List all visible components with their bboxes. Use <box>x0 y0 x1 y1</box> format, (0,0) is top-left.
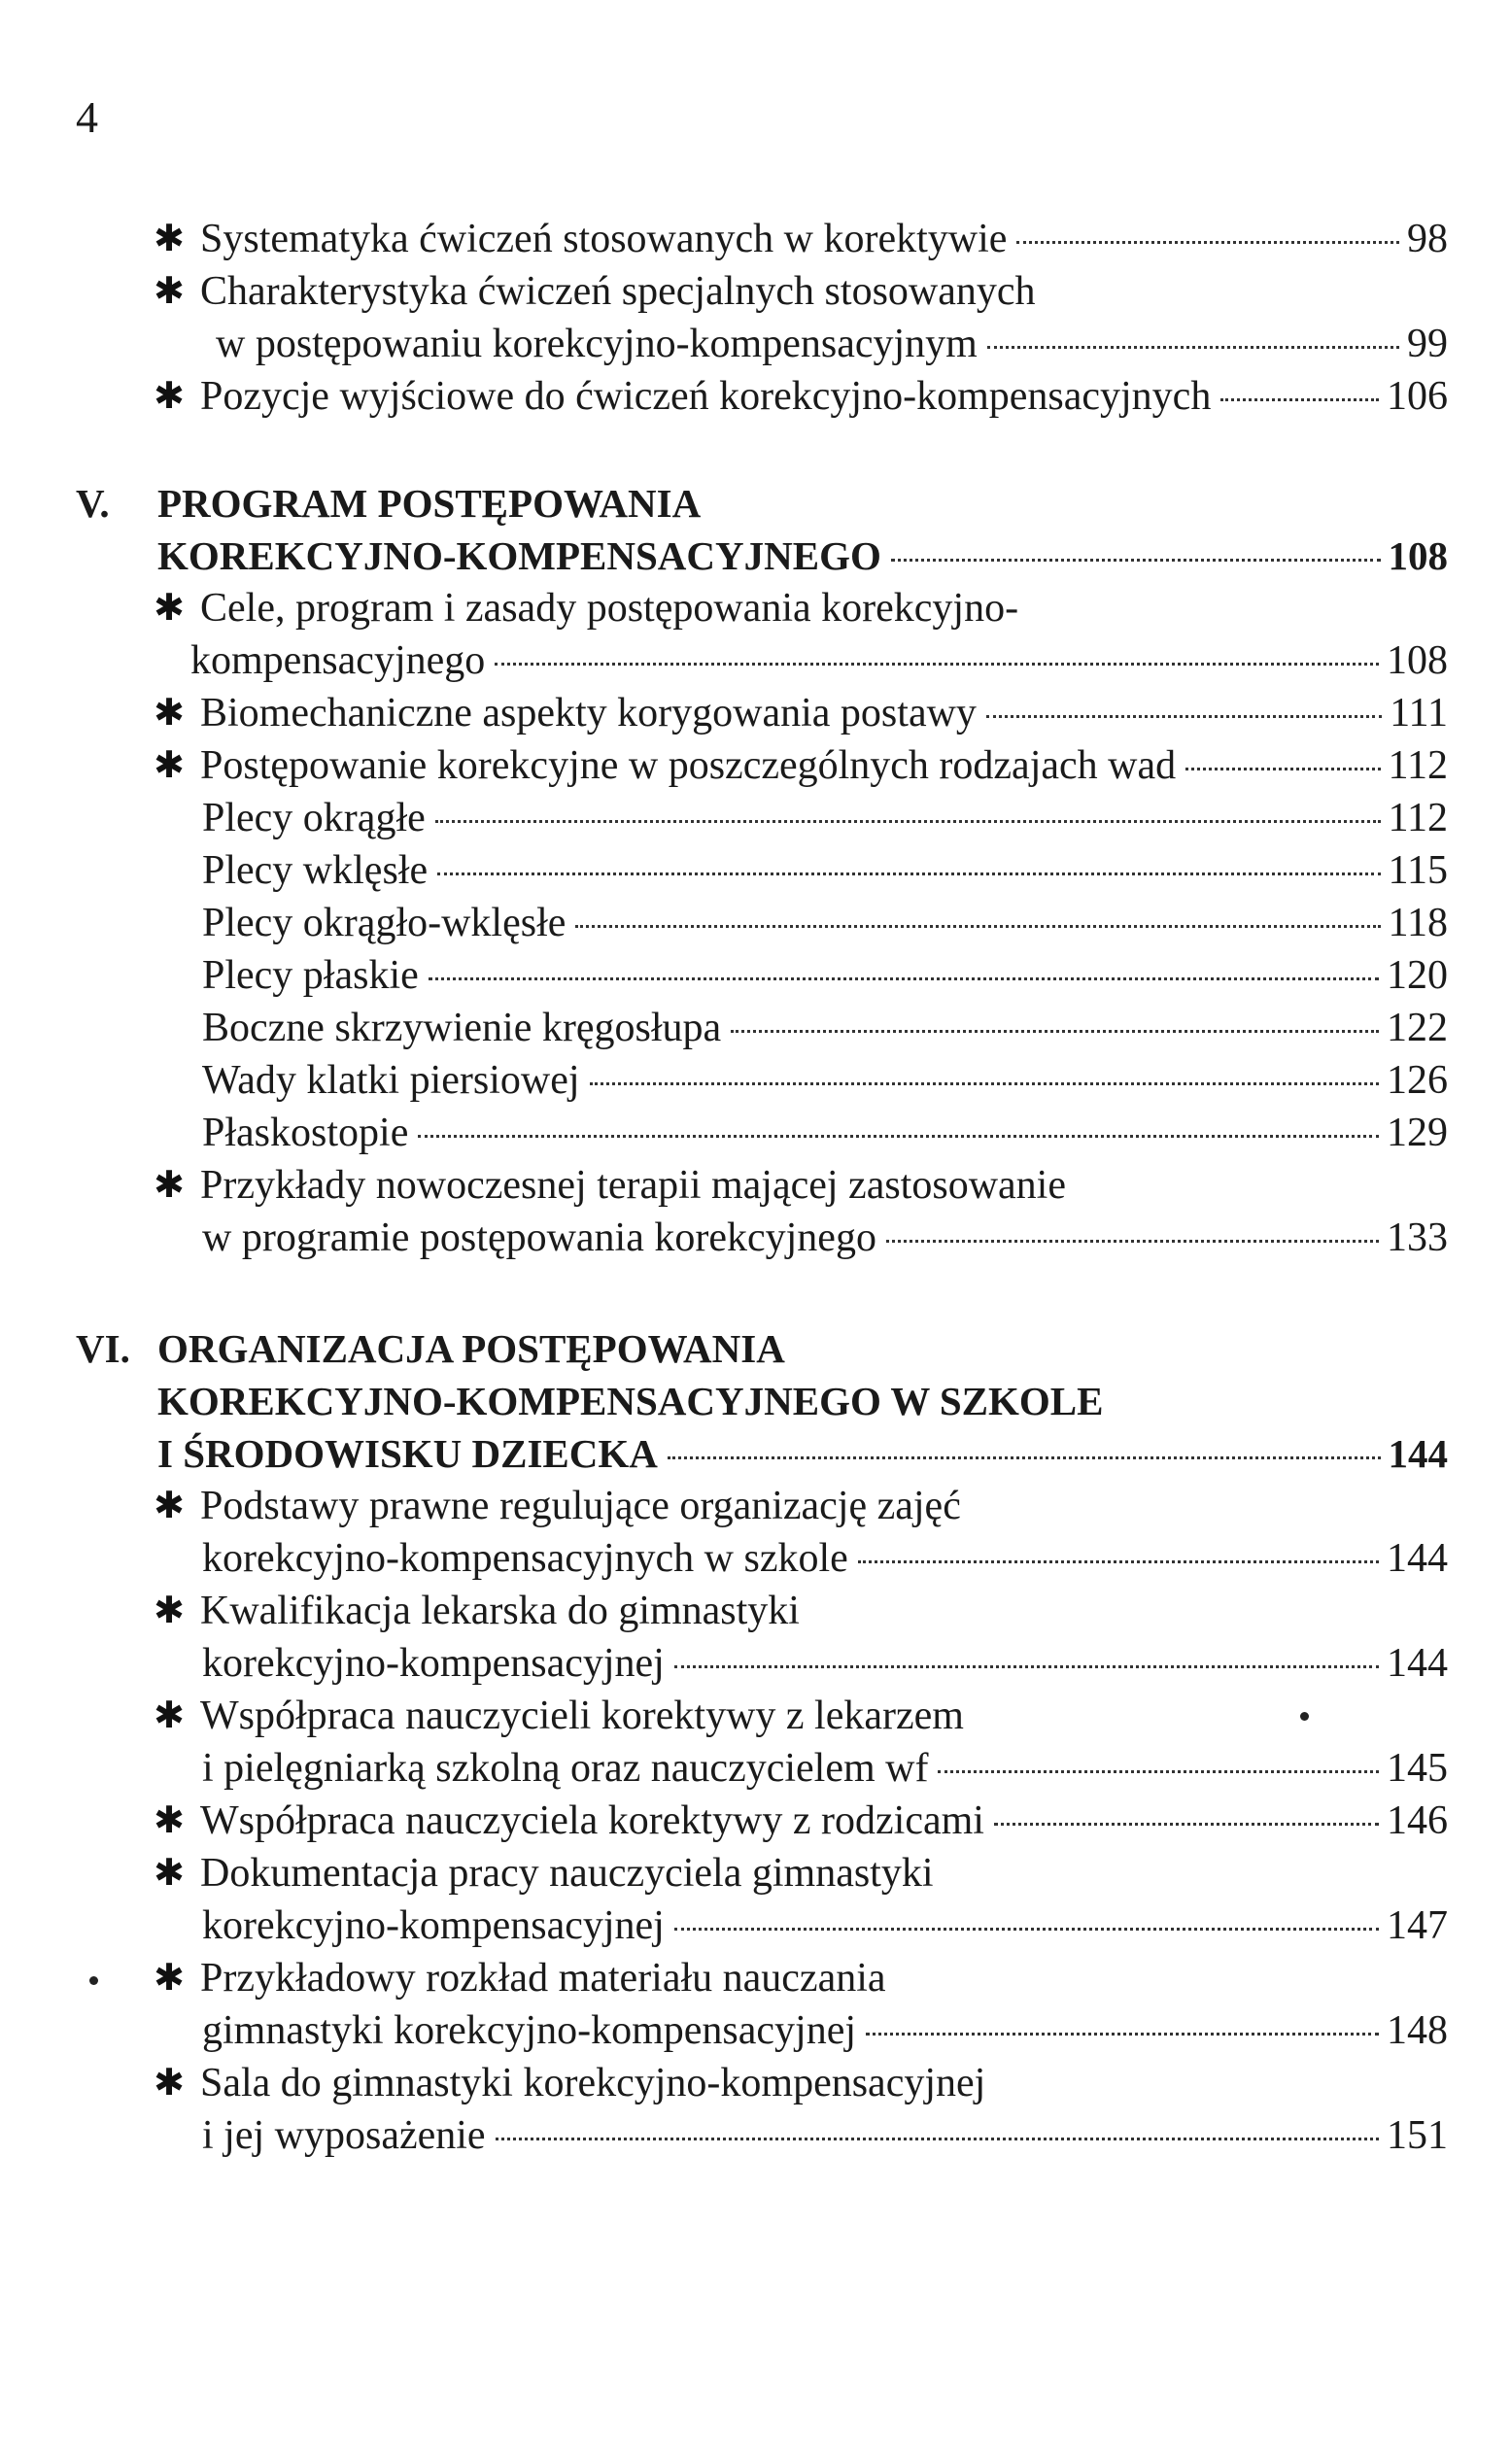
entry-title: Plecy płaskie <box>202 953 419 998</box>
toc-entry <box>202 1108 1448 1158</box>
entry-title: kompensacyjnego <box>190 638 486 683</box>
entry-title: i jej wyposażenie <box>202 2113 486 2158</box>
dot-leader <box>437 873 1380 875</box>
dot-leader <box>886 1240 1379 1243</box>
entry-title: Biomechaniczne aspekty korygowania postawy <box>200 691 977 736</box>
dot-leader <box>418 1135 1379 1138</box>
bullet-star-icon: ✱ <box>154 1165 185 1206</box>
toc-entry <box>200 1848 934 1899</box>
dot-leader <box>986 715 1382 718</box>
dot-leader <box>858 1560 1379 1563</box>
entry-title: Plecy okrągłe <box>202 796 426 840</box>
toc-entry <box>216 319 1448 369</box>
page-ref: 151 <box>1387 2113 1448 2158</box>
dot-leader <box>590 1082 1379 1085</box>
page-ref: 106 <box>1387 374 1448 419</box>
toc-entry <box>200 266 1036 317</box>
page-ref: 98 <box>1407 217 1448 261</box>
toc-entry <box>200 214 1448 264</box>
page-ref: 126 <box>1387 1058 1448 1103</box>
scan-speck <box>1300 1712 1309 1721</box>
page-ref: 111 <box>1390 691 1448 736</box>
entry-title: Sala do gimnastyki korekcyjno-kompensacyjnej <box>200 2061 986 2105</box>
entry-title: korekcyjno-kompensacyjnych w szkole <box>202 1536 848 1581</box>
toc-entry <box>202 2110 1448 2161</box>
entry-title: Boczne skrzywienie kręgosłupa <box>202 1006 722 1050</box>
bullet-star-icon: ✱ <box>154 1695 185 1736</box>
dot-leader <box>674 1928 1379 1931</box>
dot-leader <box>674 1665 1379 1668</box>
toc-entry <box>202 1213 1448 1263</box>
chapter-heading-line <box>157 1428 1448 1479</box>
page-ref: 147 <box>1387 1903 1448 1948</box>
dot-leader <box>938 1770 1379 1773</box>
chapter-number: VI. <box>76 1326 130 1371</box>
toc-entry <box>200 2058 985 2108</box>
entry-title: Kwalifikacja lekarska do gimnastyki <box>200 1589 800 1633</box>
dot-leader <box>1220 398 1379 401</box>
entry-title: w postępowaniu korekcyjno-kompensacyjnym <box>216 322 978 366</box>
chapter-number: V. <box>76 481 110 526</box>
chapter-title: I ŚRODOWISKU DZIECKA <box>157 1431 658 1476</box>
toc-entry <box>200 1586 800 1636</box>
page-ref: 144 <box>1388 1431 1448 1476</box>
page-ref: 144 <box>1387 1536 1448 1581</box>
page-ref: 115 <box>1388 848 1448 893</box>
toc-entry <box>200 371 1448 422</box>
entry-title: Płaskostopie <box>202 1111 409 1155</box>
chapter-title: KOREKCYJNO-KOMPENSACYJNEGO <box>157 533 881 578</box>
page-ref: 112 <box>1388 796 1448 840</box>
toc-entry <box>202 1900 1448 1951</box>
toc-entry <box>200 583 1018 633</box>
entry-title: i pielęgniarką szkolną oraz nauczycielem wf <box>202 1746 929 1791</box>
dot-leader <box>575 925 1380 928</box>
entry-title: Cele, program i zasady postępowania korekcyjno- <box>200 586 1019 631</box>
bullet-star-icon: ✱ <box>154 693 185 734</box>
chapter-heading-line <box>157 530 1448 581</box>
toc-entry <box>202 950 1448 1001</box>
toc-entry <box>200 688 1448 738</box>
bullet-star-icon: ✱ <box>154 588 185 629</box>
toc-entry <box>200 1481 961 1531</box>
page-ref: 145 <box>1387 1746 1448 1791</box>
page-ref: 148 <box>1387 2008 1448 2053</box>
dot-leader <box>987 346 1399 349</box>
dot-leader <box>866 2033 1379 2036</box>
entry-title: Wady klatki piersiowej <box>202 1058 580 1103</box>
bullet-star-icon: ✱ <box>154 271 185 312</box>
page-number: 4 <box>76 92 98 142</box>
dot-leader <box>435 820 1381 823</box>
entry-title: gimnastyki korekcyjno-kompensacyjnej <box>202 2008 857 2053</box>
page-ref: 118 <box>1388 901 1448 945</box>
toc-entry <box>200 1691 964 1741</box>
dot-leader <box>495 663 1379 666</box>
toc-entry <box>202 1533 1448 1584</box>
chapter-title: PROGRAM POSTĘPOWANIA <box>157 481 702 526</box>
entry-title: Współpraca nauczycieli korektywy z lekarzem <box>200 1694 964 1738</box>
dot-leader <box>1185 768 1380 770</box>
chapter-title: ORGANIZACJA POSTĘPOWANIA <box>157 1326 785 1371</box>
toc-entry <box>200 1953 886 2003</box>
chapter-title: KOREKCYJNO-KOMPENSACYJNEGO W SZKOLE <box>157 1379 1104 1423</box>
bullet-star-icon: ✱ <box>154 745 185 786</box>
dot-leader <box>731 1030 1379 1033</box>
bullet-star-icon: ✱ <box>154 2063 185 2104</box>
page-ref: 108 <box>1388 533 1448 578</box>
toc-entry <box>200 1796 1448 1846</box>
page-ref: 122 <box>1387 1006 1448 1050</box>
chapter-heading-line <box>157 1323 785 1374</box>
bullet-star-icon: ✱ <box>154 376 185 417</box>
bullet-star-icon: ✱ <box>154 1853 185 1894</box>
entry-title: Systematyka ćwiczeń stosowanych w korektywie <box>200 217 1008 261</box>
page-ref: 144 <box>1387 1641 1448 1686</box>
entry-title: Postępowanie korekcyjne w poszczególnych rodzajach wad <box>200 743 1177 788</box>
page-ref: 112 <box>1388 743 1448 788</box>
page-ref: 129 <box>1387 1111 1448 1155</box>
chapter-heading-line <box>157 1376 1104 1426</box>
dot-leader <box>429 977 1379 980</box>
bullet-star-icon: ✱ <box>154 1800 185 1841</box>
entry-title: w programie postępowania korekcyjnego <box>202 1215 876 1260</box>
dot-leader <box>1016 241 1399 244</box>
scan-speck <box>89 1976 98 1985</box>
page-ref: 133 <box>1387 1215 1448 1260</box>
entry-title: korekcyjno-kompensacyjnej <box>202 1641 665 1686</box>
bullet-star-icon: ✱ <box>154 1486 185 1526</box>
dot-leader <box>496 2138 1379 2140</box>
toc-entry <box>202 845 1448 896</box>
entry-title: Plecy okrągło-wklęsłe <box>202 901 567 945</box>
entry-title: Pozycje wyjściowe do ćwiczeń korekcyjno-kompensacyjnych <box>200 374 1212 419</box>
page-ref: 99 <box>1407 322 1448 366</box>
entry-title: Plecy wklęsłe <box>202 848 429 893</box>
bullet-star-icon: ✱ <box>154 1591 185 1631</box>
toc-entry <box>202 1743 1448 1794</box>
entry-title: Dokumentacja pracy nauczyciela gimnastyki <box>200 1851 934 1896</box>
toc-entry <box>200 740 1448 791</box>
bullet-star-icon: ✱ <box>154 219 185 259</box>
entry-title: Współpraca nauczyciela korektywy z rodzicami <box>200 1798 984 1843</box>
entry-title: korekcyjno-kompensacyjnej <box>202 1903 665 1948</box>
toc-entry <box>202 2005 1448 2056</box>
dot-leader <box>668 1456 1381 1459</box>
toc-entry <box>202 1638 1448 1689</box>
page-ref: 146 <box>1387 1798 1448 1843</box>
dot-leader <box>891 559 1381 562</box>
chapter-heading-line <box>157 478 701 529</box>
entry-title: Przykładowy rozkład materiału nauczania <box>200 1956 886 2001</box>
entry-title: Charakterystyka ćwiczeń specjalnych stosowanych <box>200 269 1036 314</box>
toc-entry <box>202 1055 1448 1106</box>
toc-entry <box>202 898 1448 948</box>
entry-title: Przykłady nowoczesnej terapii mającej zastosowanie <box>200 1163 1066 1208</box>
bullet-star-icon: ✱ <box>154 1958 185 1999</box>
toc-entry <box>202 1003 1448 1053</box>
toc-entry <box>190 635 1448 686</box>
toc-entry <box>200 1160 1066 1211</box>
toc-entry <box>202 793 1448 843</box>
entry-title: Podstawy prawne regulujące organizację zajęć <box>200 1484 961 1528</box>
dot-leader <box>994 1823 1379 1826</box>
page-ref: 108 <box>1387 638 1448 683</box>
page-ref: 120 <box>1387 953 1448 998</box>
